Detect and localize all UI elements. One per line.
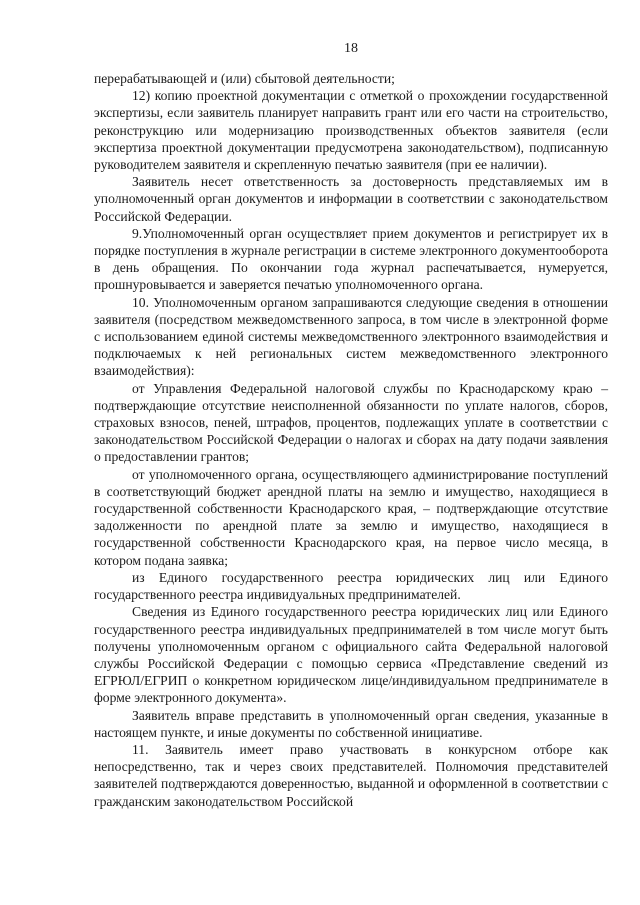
paragraph-authorized-body: от уполномоченного органа, осуществляющего администрирование поступлений в соответствующий бюджет арендной платы на землю и имущество, находящиеся в государственной собственности Краснодарского края, – подтверждающие отсутствие задолженности по арендной плате за землю и имущество, находящиеся в государственной собственности Краснодарского края, на первое число месяца, в котором подана заявка; — [94, 466, 608, 568]
paragraph-registry-info: Сведения из Единого государственного реестра юридических лиц или Единого государственного реестра индивидуальных предпринимателей в том числе могут быть получены уполномоченным органом с официального сайта Федеральной налоговой службы Российской Федерации с помощью сервиса «Представление сведений из ЕГРЮЛ/ЕГРИП о конкретном юридическом лице/индивидуальном предпринимателе в форме электронного документа». — [94, 604, 608, 706]
paragraph-responsibility: Заявитель несет ответственность за достоверность представляемых им в уполномоченный орган документов и информации в соответствии с законодательством Российской Федерации. — [94, 174, 608, 224]
document-body — [94, 70, 608, 810]
paragraph-item-10: 10. Уполномоченным органом запрашиваются следующие сведения в отношении заявителя (посредством межведомственного запроса, в том числе в электронной форме с использованием единой системы межведомственного электронного взаимодействия и подключаемых к ней региональных систем межведомственного электронного взаимодействия): — [94, 294, 608, 379]
paragraph-continuation: перерабатывающей и (или) сбытовой деятельности; — [94, 71, 395, 86]
page-number: 18 — [344, 41, 358, 56]
paragraph-item-9: 9.Уполномоченный орган осуществляет прием документов и регистрирует их в порядке поступления в журнале регистрации в системе электронного документооборота в день обращения. По окончании года журнал распечатывается, нумеруется, прошнуровывается и заверяется печатью уполномоченного органа. — [94, 225, 608, 293]
paragraph-tax-service: от Управления Федеральной налоговой службы по Краснодарскому краю – подтверждающие отсутствие неисполненной обязанности по уплате налогов, сборов, страховых взносов, пеней, штрафов, процентов, подлежащих уплате в соответствии с законодательством Российской Федерации о налогах и сборах на дату подачи заявления о предоставлении грантов; — [94, 380, 608, 465]
paragraph-item-12: 12) копию проектной документации с отметкой о прохождении государственной экспертизы, если заявитель планирует направить грант или его части на строительство, реконструкцию или модернизацию производственных объектов заявителя (если экспертиза проектной документации предусмотрена законодательством), подписанную руководителем заявителя и скрепленную печатью заявителя (при ее наличии). — [94, 88, 608, 173]
paragraph-registry: из Единого государственного реестра юридических лиц или Единого государственного реестра индивидуальных предпринимателей. — [94, 569, 608, 603]
paragraph-applicant-right: Заявитель вправе представить в уполномоченный орган сведения, указанные в настоящем пункте, и иные документы по собственной инициативе. — [94, 707, 608, 740]
paragraph-item-11: 11. Заявитель имеет право участвовать в конкурсном отборе как непосредственно, так и через своих представителей. Полномочия представителей заявителей подтверждаются доверенностью, выданной и оформленной в соответствии с гражданским законодательством Российской — [94, 741, 608, 809]
